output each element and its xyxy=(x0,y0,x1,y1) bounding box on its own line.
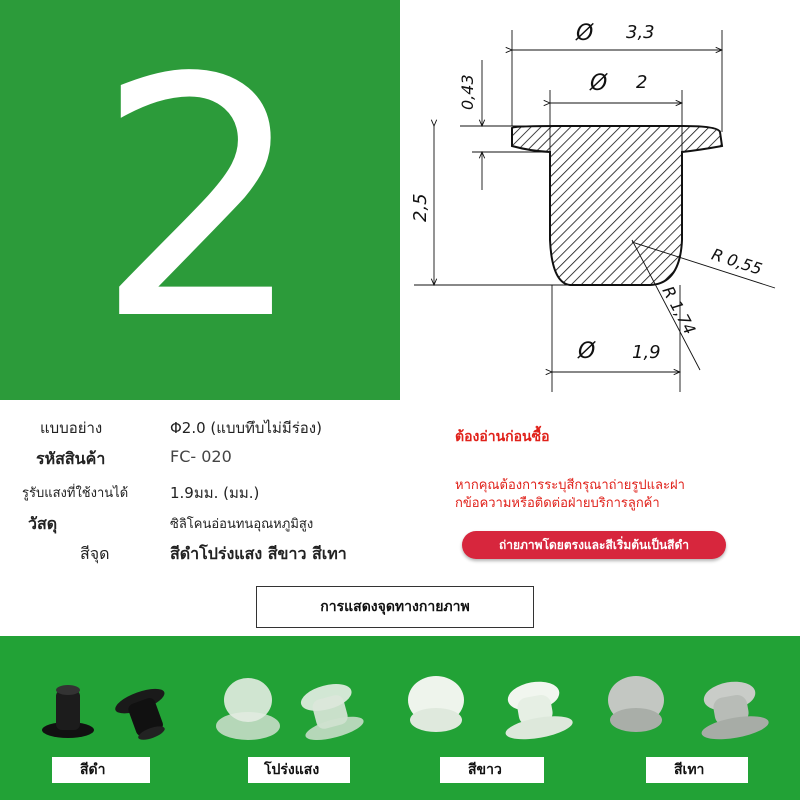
spec-value-model: Φ2.0 (แบบทึบไม่มีร่อง) xyxy=(170,419,322,437)
dim-base-symbol: Ø xyxy=(578,339,596,364)
plug-photo-black xyxy=(36,678,196,748)
swatch-label-white: สีขาว xyxy=(440,757,544,783)
dim-outer-symbol: Ø xyxy=(576,21,594,46)
dim-inner-symbol: Ø xyxy=(590,71,608,96)
spec-label-material: วัสดุ xyxy=(28,514,58,533)
plug-photo-translucent xyxy=(206,672,376,748)
notice-line-1: หากคุณต้องการระบุสีกรุณาถ่ายรูปและฝา xyxy=(455,478,685,493)
dim-radius-large: R 1,74 xyxy=(658,282,700,338)
dim-outer-diameter: 3,3 xyxy=(626,22,655,43)
spec-value-code: FC- 020 xyxy=(170,447,232,466)
plug-photo-white xyxy=(400,670,580,750)
dim-height: 2,5 xyxy=(410,193,431,222)
spec-label-code: รหัสสินค้า xyxy=(36,449,106,468)
spec-value-color: สีดำโปร่งแสง สีขาว สีเทา xyxy=(170,544,347,563)
dim-inner-diameter: 2 xyxy=(636,72,648,93)
hero-number: 2 xyxy=(95,8,305,392)
plug-photo-gray xyxy=(596,670,776,750)
technical-drawing xyxy=(400,0,800,400)
dim-radius-small: R 0,55 xyxy=(709,244,765,279)
spec-value-aperture: 1.9มม. (มม.) xyxy=(170,484,260,502)
spec-label-color: สีจุด xyxy=(80,544,110,563)
swatch-label-black: สีดำ xyxy=(52,757,150,783)
notice-line-2: กข้อความหรือติดต่อฝ่ายบริการลูกค้า xyxy=(455,496,660,511)
spec-label-aperture: รูรับแสงที่ใช้งานได้ xyxy=(22,486,129,501)
dim-cap-thickness: 0,43 xyxy=(458,74,477,110)
spec-value-material: ซิลิโคนอ่อนทนอุณหภูมิสูง xyxy=(170,517,314,532)
swatch-label-translucent: โปร่งแสง xyxy=(248,757,350,783)
section-title: การแสดงจุดทางกายภาพ xyxy=(256,586,534,628)
notice-button[interactable]: ถ่ายภาพโดยตรงและสีเริ่มต้นเป็นสีดำ xyxy=(462,531,726,559)
notice-title: ต้องอ่านก่อนซื้อ xyxy=(455,429,550,445)
swatch-label-gray: สีเทา xyxy=(646,757,748,783)
dim-base-diameter: 1,9 xyxy=(632,342,661,363)
spec-label-model: แบบอย่าง xyxy=(40,419,103,437)
